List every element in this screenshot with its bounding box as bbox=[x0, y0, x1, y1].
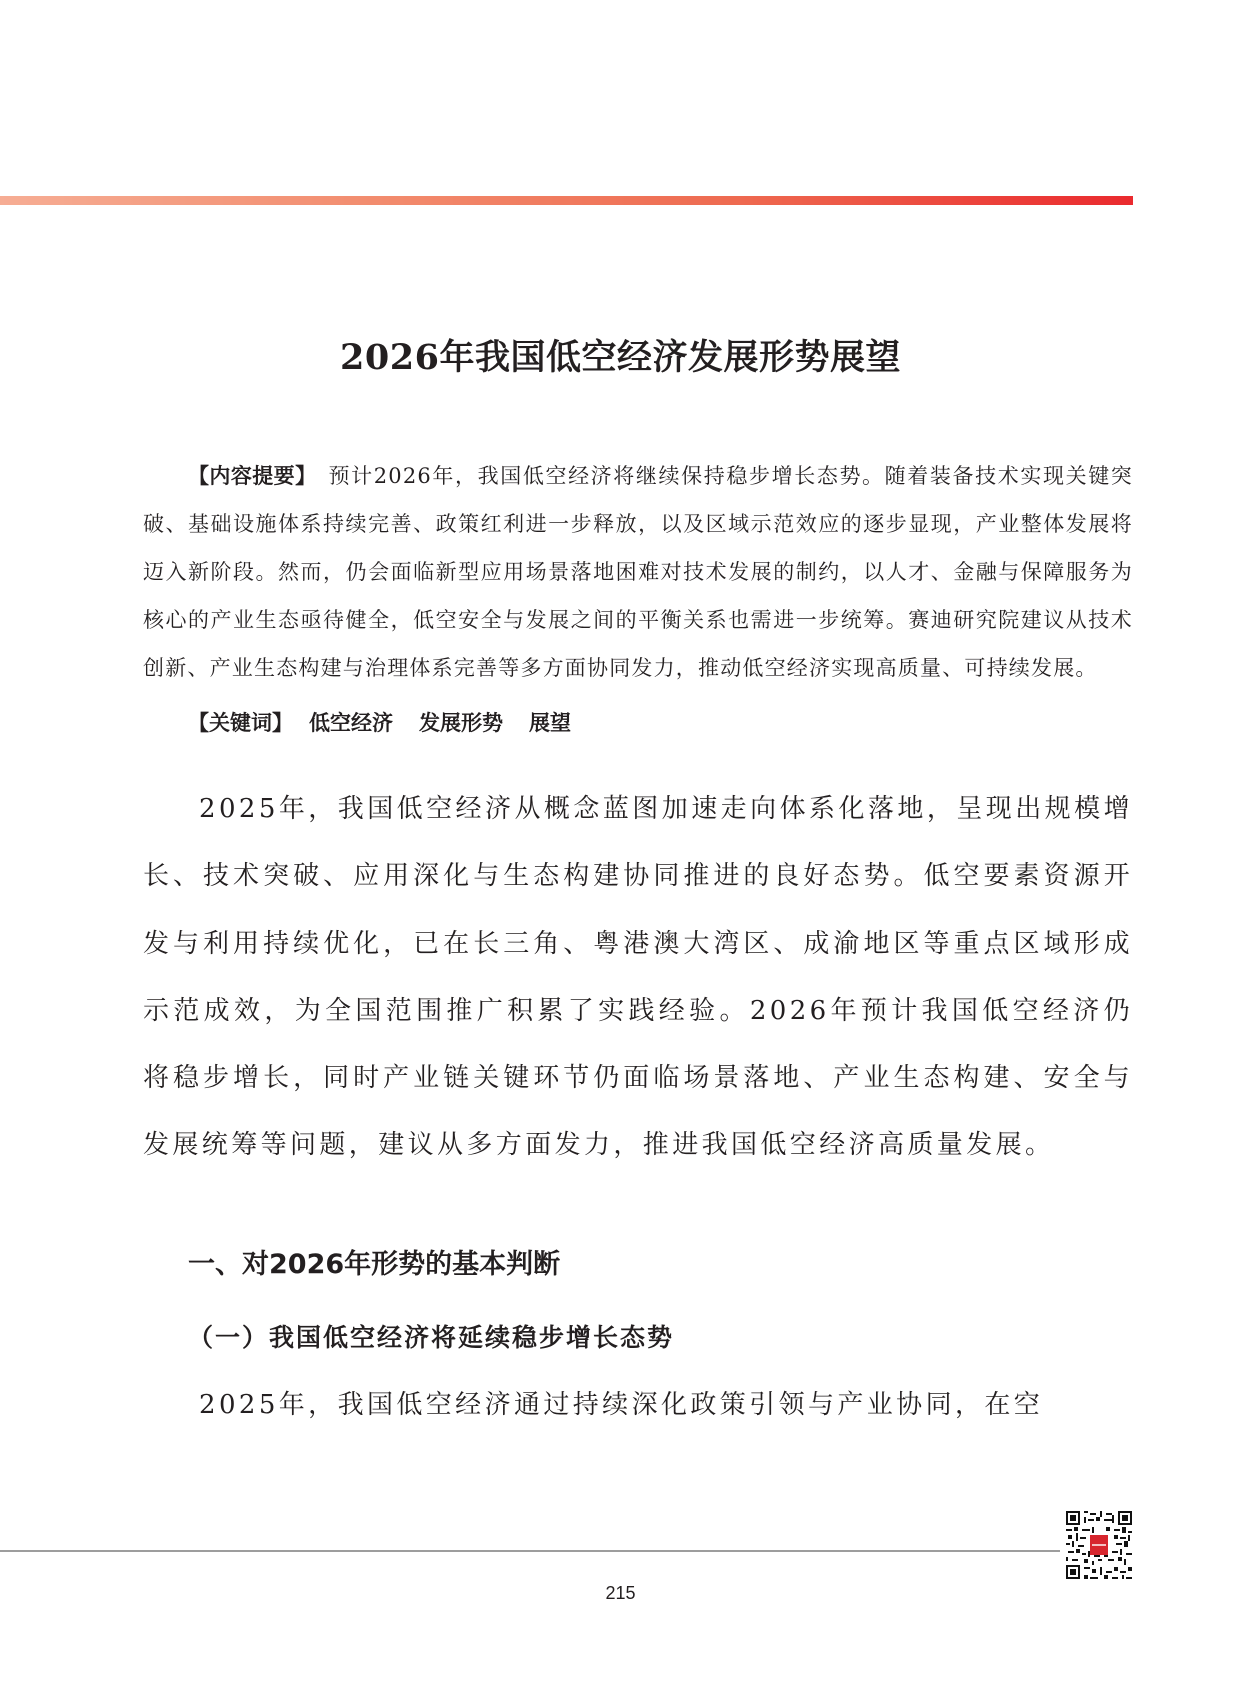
subsection-heading: （一）我国低空经济将延续稳步增长态势 bbox=[188, 1323, 675, 1352]
qr-code-icon bbox=[1066, 1511, 1132, 1579]
keywords-label: 【关键词】 bbox=[188, 711, 293, 735]
subsection-paragraph: 2025年，我国低空经济通过持续深化政策引领与产业协同，在空 bbox=[199, 1390, 1044, 1420]
abstract bbox=[143, 452, 1133, 692]
page-number: 215 bbox=[605, 1583, 636, 1603]
header-accent-bar bbox=[0, 196, 1133, 205]
keyword: 低空经济 bbox=[309, 711, 393, 735]
section-heading: 一、对2026年形势的基本判断 bbox=[188, 1249, 561, 1280]
keywords bbox=[188, 707, 597, 737]
keyword: 发展形势 bbox=[419, 711, 503, 735]
abstract-text: 预计2026年，我国低空经济将继续保持稳步增长态势。随着装备技术实现关键突破、基础设施体系持续完善、政策红利进一步释放，以及区域示范效应的逐步显现，产业整体发展将迈入新阶段。然而，仍会面临新型应用场景落地困难对技术发展的制约，以人才、金融与保障服务为核心的产业生态亟待健全，低空安全与发展之间的平衡关系也需进一步统筹。赛迪研究院建议从技术创新、产业生态构建与治理体系完善等多方面协同发力，推动低空经济实现高质量、可持续发展。 bbox=[143, 464, 1134, 680]
footer-divider bbox=[0, 1550, 1060, 1552]
intro-paragraph: 2025年，我国低空经济从概念蓝图加速走向体系化落地，呈现出规模增长、技术突破、应用深化与生态构建协同推进的良好态势。低空要素资源开发与利用持续优化，已在长三角、粤港澳大湾区、成渝地区等重点区域形成示范成效，为全国范围推广积累了实践经验。2026年预计我国低空经济仍将稳步增长，同时产业链关键环节仍面临场景落地、产业生态构建、安全与发展统筹等问题，建议从多方面发力，推进我国低空经济高质量发展。 bbox=[143, 794, 1133, 1161]
keyword: 展望 bbox=[529, 711, 571, 735]
page-title: 2026年我国低空经济发展形势展望 bbox=[340, 337, 901, 378]
abstract-label: 【内容提要】 bbox=[188, 464, 317, 488]
